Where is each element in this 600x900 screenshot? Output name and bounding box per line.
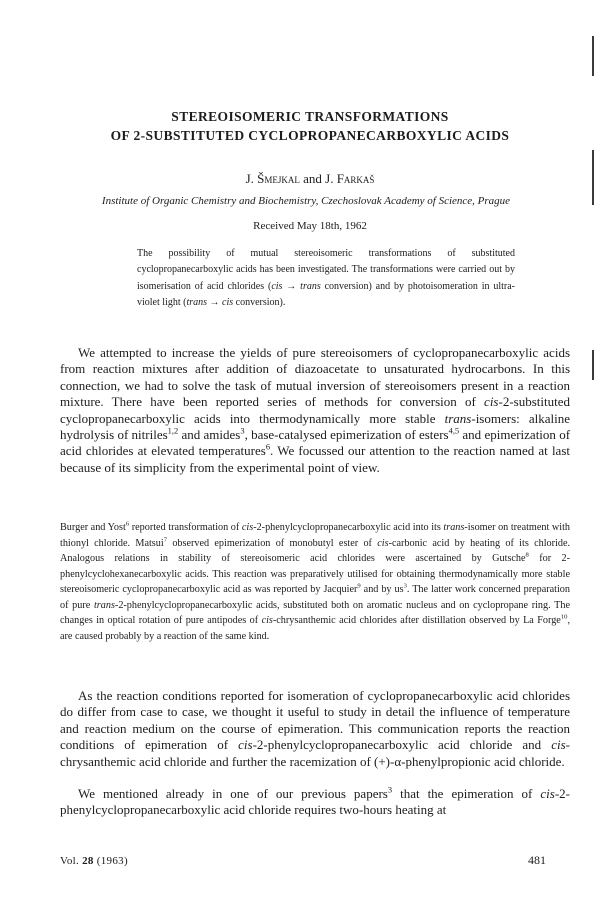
body-paragraph-literature: Burger and Yost$^6$ reported transformation of cis-2-phenylcyclopropanecarboxylic acid into its trans-isomer on treatment with thionyl chloride. Matsui$^7$ observed epimerization of monobutyl ester of cis-carbonic acid by heating of its chloride. Analogous relations in stability of stereoisomeric acid chlorides were ascertained by Gutsche$^8$ for 2-phenylcyclohexanecarboxylic acids. This reaction was preparatively utilised for obtaining thermodynamically more stable stereoisomeric cyclopropanecarboxylic acid as was reported by Jacquier$^9$ and by $us^3$. The latter work concerned preparation of pure trans-2-phenylcyclopropanecarboxylic acids, substituted both on aromatic nucleus and on cyclopropane ring. The changes in optical rotation of pure antipodes of cis-chrysanthemic acid chlorides after distillation observed by La Forge$^{10}$, are caused probably by a reaction of the same kind. (60, 520, 571, 642)
scan-edge-mark (592, 36, 594, 76)
volume-year: (1963) (96, 855, 128, 867)
author-conjunction: and (303, 171, 322, 186)
affiliation: Institute of Organic Chemistry and Biochemistry, Czechoslovak Academy of Science, Prague (101, 195, 511, 207)
authors (40, 171, 580, 187)
volume-label: Vol. (60, 855, 80, 867)
volume-number: 28 (82, 855, 94, 867)
author-1: J. Šmejkal (245, 171, 300, 186)
body-paragraph-continued: We mentioned already in one of our previous papers$^3$ that the epimeration of cis-2-phenylcyclopropanecarboxylic acid chloride requires two-hours heating at (60, 784, 570, 818)
scan-edge-mark (592, 350, 594, 380)
journal-volume (60, 855, 128, 867)
received-date: Received May 18th, 1962 (253, 220, 367, 232)
scan-edge-mark (592, 150, 594, 205)
abstract: The possibility of mutual stereoisomeric transformations of substituted cyclopropanecarboxylic acids has been investigated. The transformations were carried out by isomerisation of acid chlorides (cis → trans conversion) and by photoisomeration in ultra-violet light (trans → cis conversion). (137, 248, 515, 308)
page-number: 481 (528, 853, 546, 867)
body-paragraph-aim: As the reaction conditions reported for isomeration of cyclopropanecarboxylic acid chlorides do differ from case to case, we thought it useful to study in detail the influence of temperature and reaction medium on the course of epimeration. This communication reports the reaction conditions of epimeration of cis-2-phenylcyclopropanecarboxylic acid chloride and cis-chrysanthemic acid chloride and further the racemization of (+)-α-phenylpropionic acid chloride. (60, 688, 570, 769)
body-paragraph-intro: We attempted to increase the yields of pure stereoisomers of cyclopropanecarboxylic acids from reaction mixtures after addition of diazoacetate to unsaturated hydrocarbons. In this connection, we had to solve the task of mutual inversion of stereoisomers present in a reaction mixture. There have been reported series of methods for conversion of cis-2-substituted cyclopropanecarboxylic acids into thermodynamically more stable trans-isomers: alkaline hydrolysis of nitriles$^{1,2}$ and amides$^3$, base-catalysed epimerization of esters$^{4,5}$ and epimerization of acid chlorides at elevated temperatures$^6$. We focussed our attention to the reaction named at last because of its simplicity from the experimental point of view. (60, 345, 571, 475)
article-title-line-2: OF 2-SUBSTITUTED CYCLOPROPANECARBOXYLIC ACIDS (110, 128, 510, 143)
author-2: J. Farkaš (325, 171, 375, 186)
article-title-line-1: STEREOISOMERIC TRANSFORMATIONS (171, 109, 449, 124)
